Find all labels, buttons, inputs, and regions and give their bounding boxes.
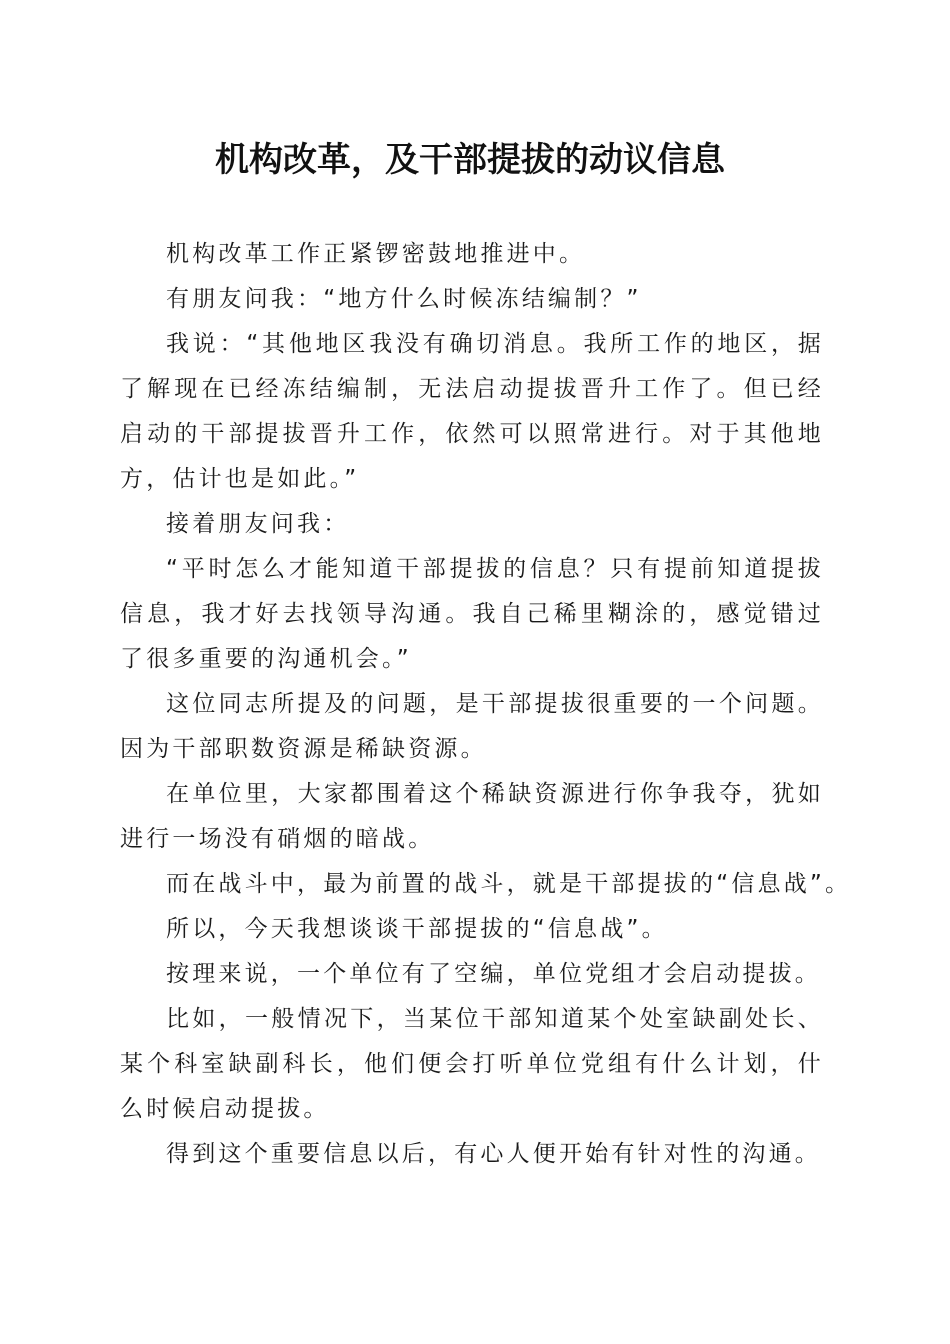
paragraph: 接着朋友问我： <box>166 511 350 537</box>
paragraph: “平时怎么才能知道干部提拔的信息？只有提前知道提拔信息，我才好去找领导沟通。我自己稀里糊涂的，感觉错过了很多重要的沟通机会。” <box>120 556 824 672</box>
paragraph: 所以，今天我想谈谈干部提拔的“信息战”。 <box>166 916 668 942</box>
document-title: 机构改革，及干部提拔的动议信息 <box>215 140 725 180</box>
paragraph: 而在战斗中，最为前置的战斗，就是干部提拔的“信息战”。 <box>166 871 852 897</box>
paragraph: 机构改革工作正紧锣密鼓地推进中。 <box>166 241 586 267</box>
paragraph: 得到这个重要信息以后，有心人便开始有针对性的沟通。 <box>166 1141 821 1167</box>
paragraph: 比如，一般情况下，当某位干部知道某个处室缺副处长、某个科室缺副科长，他们便会打听单位党组有什么计划，什么时候启动提拔。 <box>120 1006 824 1122</box>
paragraph: 在单位里，大家都围着这个稀缺资源进行你争我夺，犹如进行一场没有硝烟的暗战。 <box>120 781 824 852</box>
paragraph: 这位同志所提及的问题，是干部提拔很重要的一个问题。因为干部职数资源是稀缺资源。 <box>120 691 824 762</box>
paragraph: 有朋友问我：“地方什么时候冻结编制？” <box>166 286 642 312</box>
paragraph: 按理来说，一个单位有了空编，单位党组才会启动提拔。 <box>166 961 821 987</box>
paragraph: 我说：“其他地区我没有确切消息。我所工作的地区，据了解现在已经冻结编制，无法启动提拔晋升工作了。但已经启动的干部提拔晋升工作，依然可以照常进行。对于其他地方，估计也是如此。” <box>120 331 824 492</box>
document-body <box>120 232 852 1177</box>
